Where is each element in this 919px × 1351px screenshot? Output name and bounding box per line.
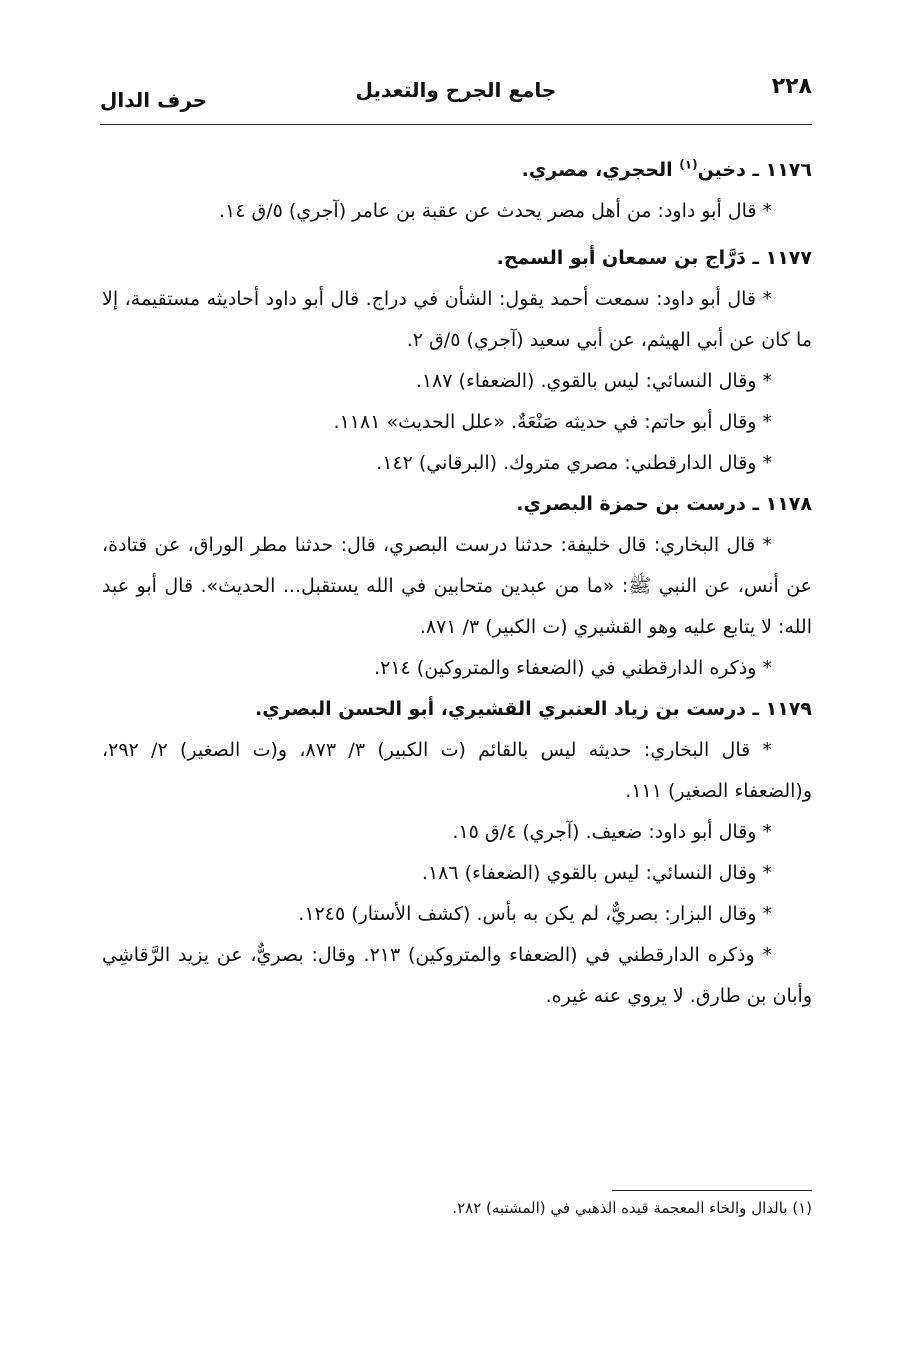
entry-heading-1178: ١١٧٨ ـ درست بن حمزة البصري. — [516, 493, 812, 515]
running-title: جامع الجرح والتعديل — [355, 78, 557, 102]
footnote-marker: (١) — [679, 157, 698, 172]
entry-paragraph: * قال البخاري: حديثه ليس بالقائم (ت الكبير) ٣/ ٨٧٣، و(ت الصغير) ٢/ ٢٩٢، و(الضعفاء الصغير) ١١١. — [102, 739, 812, 802]
entry-quote-line: * وقال الدارقطني: مصري متروك. (البرقاني) ١٤٢. — [376, 452, 772, 474]
heading-text: الحجري، مصري. — [521, 159, 680, 181]
entry-quote-line: * وقال البزار: بصريٌّ، لم يكن به بأس. (كشف الأستار) ١٢٤٥. — [298, 903, 772, 925]
entry-paragraph: * قال أبو داود: من أهل مصر يحدث عن عقبة بن عامر (آجري) ٥/ق ١٤. — [218, 200, 772, 222]
entry-paragraph: * وذكره الدارقطني في (الضعفاء والمتروكين) ٢١٣. وقال: بصريٌّ، عن يزيد الرَّقاشِي وأبان بن طارق. لا يروي عنه غيره. — [102, 944, 812, 1007]
footnote: (١) بالدال والخاء المعجمة قيده الذهبي في (المشتبه) ٢٨٢. — [452, 1199, 812, 1217]
entry-heading-1176 — [102, 150, 812, 191]
entry-quote-line: * وقال أبو حاتم: في حديثه صَنْعَةٌ. «علل الحديث» ١١٨١. — [333, 411, 772, 433]
entry-quote-line: * وقال أبو داود: ضعيف. (آجري) ٤/ق ١٥. — [452, 821, 772, 843]
page-header — [100, 72, 812, 112]
entry-paragraph: * قال البخاري: قال خليفة: حدثنا درست البصري، قال: حدثنا مطر الوراق، عن قتادة، عن أنس، عن النبي ﷺ: «ما من عبدين متحابين في الله يستقبل... الحديث». قال أبو عبد الله: لا يتابع عليه وهو القشيري (ت الكبير) ٣/ ٨٧١. — [102, 534, 812, 638]
entry-quote-line: * وقال النسائي: ليس بالقوي (الضعفاء) ١٨٦. — [421, 862, 772, 884]
entry-heading-1179: ١١٧٩ ـ درست بن زياد العنبري القشيري، أبو الحسن البصري. — [255, 698, 812, 720]
footnote-divider — [612, 1190, 812, 1191]
heading-text: ١١٧٦ ـ دخين — [697, 159, 812, 181]
page-body — [102, 150, 812, 1017]
section-name: حرف الدال — [100, 88, 208, 112]
page-number: ٢٢٨ — [771, 74, 812, 99]
entry-heading-1177: ١١٧٧ ـ دَرَّاج بن سمعان أبو السمح. — [496, 247, 812, 269]
entry-paragraph: * قال أبو داود: سمعت أحمد يقول: الشأن في دراج. قال أبو داود أحاديثه مستقيمة، إلا ما كان عن أبي الهيثم، عن أبي سعيد (آجري) ٥/ق ٢. — [102, 288, 812, 351]
header-divider — [100, 124, 812, 125]
entry-quote-line: * وذكره الدارقطني في (الضعفاء والمتروكين) ٢١٤. — [374, 657, 772, 679]
entry-quote-line: * وقال النسائي: ليس بالقوي. (الضعفاء) ١٨٧. — [415, 370, 772, 392]
